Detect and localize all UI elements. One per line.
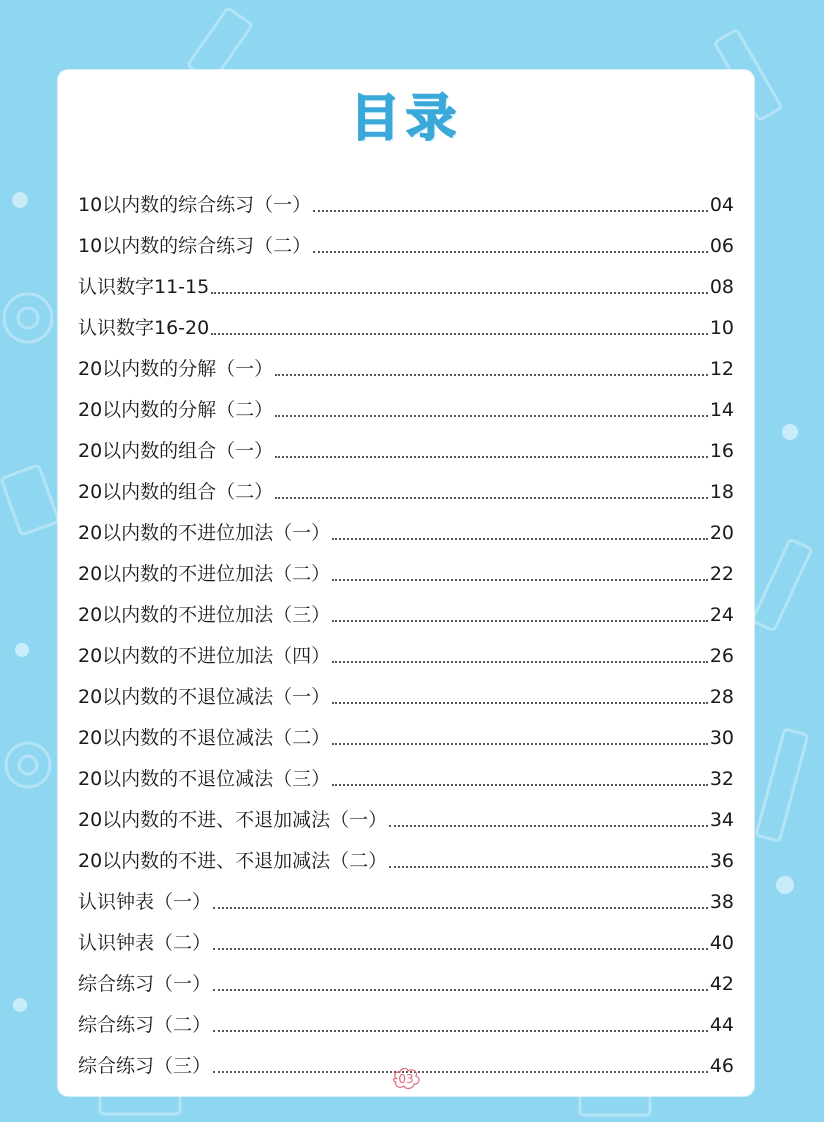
toc-entry-page: 28 bbox=[709, 686, 734, 708]
toc-entry-title: 综合练习（三） bbox=[78, 1055, 212, 1077]
toc-entry-title: 20以内数的不进、不退加减法（二） bbox=[78, 850, 388, 872]
toc-entry-title: 20以内数的不进、不退加减法（一） bbox=[78, 809, 388, 831]
toc-leader-dots bbox=[211, 292, 708, 294]
page-number-badge bbox=[391, 1068, 421, 1090]
toc-leader-dots bbox=[213, 1030, 708, 1032]
toc-leader-dots bbox=[332, 661, 708, 663]
toc-entry-page: 36 bbox=[709, 850, 734, 872]
toc-entry-title: 认识数字16-20 bbox=[78, 317, 210, 339]
toc-leader-dots bbox=[213, 989, 708, 991]
toc-entry-page: 22 bbox=[709, 563, 734, 585]
toc-entry-title: 20以内数的不退位减法（二） bbox=[78, 727, 331, 749]
toc-leader-dots bbox=[332, 784, 708, 786]
toc-entry[interactable] bbox=[78, 545, 734, 586]
toc-entry[interactable] bbox=[78, 340, 734, 381]
toc-entry[interactable] bbox=[78, 258, 734, 299]
toc-entry-title: 认识数字11-15 bbox=[78, 276, 210, 298]
toc-leader-dots bbox=[213, 1071, 708, 1073]
toc-entry-page: 38 bbox=[709, 891, 734, 913]
toc-entry-title: 认识钟表（一） bbox=[78, 891, 212, 913]
toc-entry[interactable] bbox=[78, 914, 734, 955]
toc-entry-page: 42 bbox=[709, 973, 734, 995]
toc-entry-page: 08 bbox=[709, 276, 734, 298]
toc-leader-dots bbox=[213, 907, 708, 909]
toc-leader-dots bbox=[389, 825, 708, 827]
toc-entry[interactable] bbox=[78, 873, 734, 914]
toc-leader-dots bbox=[275, 374, 708, 376]
toc-leader-dots bbox=[213, 948, 708, 950]
toc-entry-page: 12 bbox=[709, 358, 734, 380]
toc-entry-title: 认识钟表（二） bbox=[78, 932, 212, 954]
toc-entry[interactable] bbox=[78, 586, 734, 627]
toc-entry-page: 16 bbox=[709, 440, 734, 462]
toc-entry-title: 20以内数的不退位减法（一） bbox=[78, 686, 331, 708]
toc-entry[interactable] bbox=[78, 668, 734, 709]
toc-entry[interactable] bbox=[78, 463, 734, 504]
toc-entry-title: 10以内数的综合练习（二） bbox=[78, 235, 312, 257]
toc-entry-page: 10 bbox=[709, 317, 734, 339]
toc-leader-dots bbox=[332, 579, 708, 581]
toc-entry-title: 综合练习（二） bbox=[78, 1014, 212, 1036]
toc-entry-page: 20 bbox=[709, 522, 734, 544]
toc-entry[interactable] bbox=[78, 381, 734, 422]
toc-entry-title: 20以内数的分解（二） bbox=[78, 399, 274, 421]
toc-leader-dots bbox=[332, 620, 708, 622]
toc-leader-dots bbox=[332, 702, 708, 704]
toc-leader-dots bbox=[211, 333, 708, 335]
toc-entry-page: 30 bbox=[709, 727, 734, 749]
toc-entry-title: 20以内数的不退位减法（三） bbox=[78, 768, 331, 790]
toc-entry-title: 10以内数的综合练习（一） bbox=[78, 194, 312, 216]
toc-entry[interactable] bbox=[78, 996, 734, 1037]
toc-card bbox=[58, 70, 754, 1096]
toc-entry-title: 20以内数的不进位加法（四） bbox=[78, 645, 331, 667]
toc-entry-title: 综合练习（一） bbox=[78, 973, 212, 995]
toc-entry-title: 20以内数的不进位加法（三） bbox=[78, 604, 331, 626]
toc-entry-page: 32 bbox=[709, 768, 734, 790]
toc-entry[interactable] bbox=[78, 627, 734, 668]
toc-entry[interactable] bbox=[78, 750, 734, 791]
toc-entry-title: 20以内数的组合（一） bbox=[78, 440, 274, 462]
toc-entry[interactable] bbox=[78, 299, 734, 340]
toc-leader-dots bbox=[313, 210, 708, 212]
toc-leader-dots bbox=[275, 497, 708, 499]
toc-entry-page: 34 bbox=[709, 809, 734, 831]
toc-leader-dots bbox=[332, 743, 708, 745]
toc-entry[interactable] bbox=[78, 709, 734, 750]
toc-entry-title: 20以内数的不进位加法（一） bbox=[78, 522, 331, 544]
table-of-contents bbox=[78, 176, 734, 1078]
toc-leader-dots bbox=[275, 415, 708, 417]
toc-entry-page: 24 bbox=[709, 604, 734, 626]
toc-entry-page: 18 bbox=[709, 481, 734, 503]
toc-entry-page: 40 bbox=[709, 932, 734, 954]
toc-entry-title: 20以内数的不进位加法（二） bbox=[78, 563, 331, 585]
page-number: 03 bbox=[398, 1072, 414, 1086]
toc-entry[interactable] bbox=[78, 217, 734, 258]
page-title: 目录 bbox=[350, 89, 462, 147]
toc-leader-dots bbox=[332, 538, 708, 540]
toc-leader-dots bbox=[313, 251, 708, 253]
toc-entry[interactable] bbox=[78, 832, 734, 873]
toc-entry-page: 46 bbox=[709, 1055, 734, 1077]
toc-leader-dots bbox=[275, 456, 708, 458]
toc-entry[interactable] bbox=[78, 791, 734, 832]
toc-entry-page: 26 bbox=[709, 645, 734, 667]
toc-entry-page: 44 bbox=[709, 1014, 734, 1036]
toc-entry[interactable] bbox=[78, 176, 734, 217]
toc-entry-title: 20以内数的分解（一） bbox=[78, 358, 274, 380]
toc-entry-page: 04 bbox=[709, 194, 734, 216]
toc-entry[interactable] bbox=[78, 955, 734, 996]
toc-entry-title: 20以内数的组合（二） bbox=[78, 481, 274, 503]
toc-entry[interactable] bbox=[78, 422, 734, 463]
toc-entry-page: 06 bbox=[709, 235, 734, 257]
toc-entry-page: 14 bbox=[709, 399, 734, 421]
toc-entry[interactable] bbox=[78, 504, 734, 545]
toc-leader-dots bbox=[389, 866, 708, 868]
